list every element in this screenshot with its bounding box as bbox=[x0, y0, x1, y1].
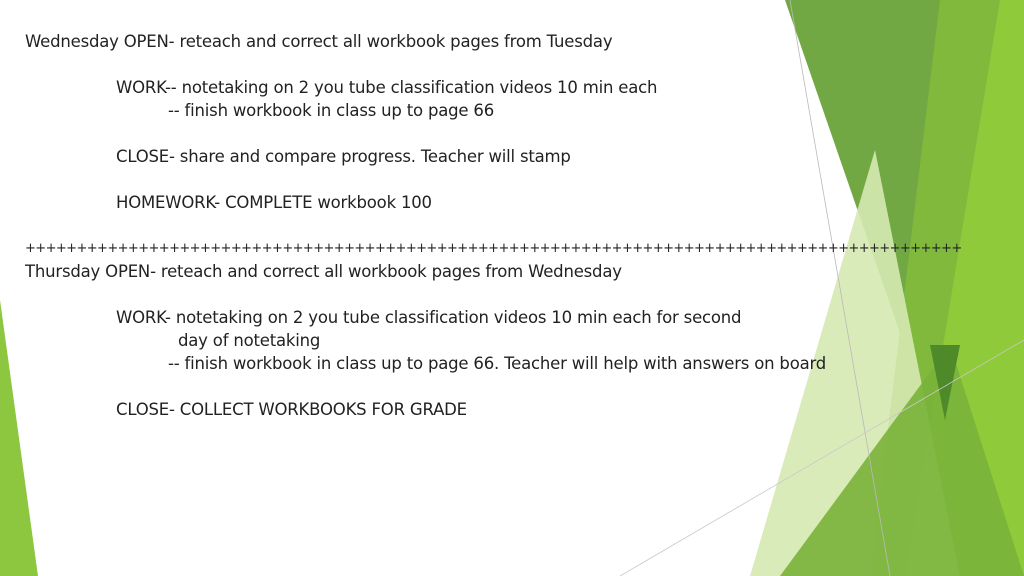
thursday-close-text: CLOSE- COLLECT WORKBOOKS FOR GRADE bbox=[116, 400, 467, 419]
wednesday-work-text: WORK-- notetaking on 2 you tube classification videos 10 min each bbox=[116, 78, 658, 97]
wednesday-homework-text: HOMEWORK- COMPLETE workbook 100 bbox=[116, 193, 432, 212]
thursday-work-subitem: -- finish workbook in class up to page 66. Teacher will help with answers on board bbox=[168, 354, 827, 373]
wednesday-open-text: Wednesday OPEN- reteach and correct all workbook pages from Tuesday bbox=[25, 32, 613, 51]
thursday-open-text: Thursday OPEN- reteach and correct all workbook pages from Wednesday bbox=[25, 262, 622, 281]
thursday-work-text: WORK- notetaking on 2 you tube classification videos 10 min each for second bbox=[116, 308, 742, 327]
separator-line: +++++++++++++++++++++++++++++++++++++++++++++++++++++++++++++++++++++++++++++++++++++++++++ bbox=[25, 241, 962, 256]
wednesday-close-text: CLOSE- share and compare progress. Teacher will stamp bbox=[116, 147, 571, 166]
thursday-work-continuation: day of notetaking bbox=[178, 331, 321, 350]
wednesday-work-subitem: -- finish workbook in class up to page 66 bbox=[168, 101, 495, 120]
